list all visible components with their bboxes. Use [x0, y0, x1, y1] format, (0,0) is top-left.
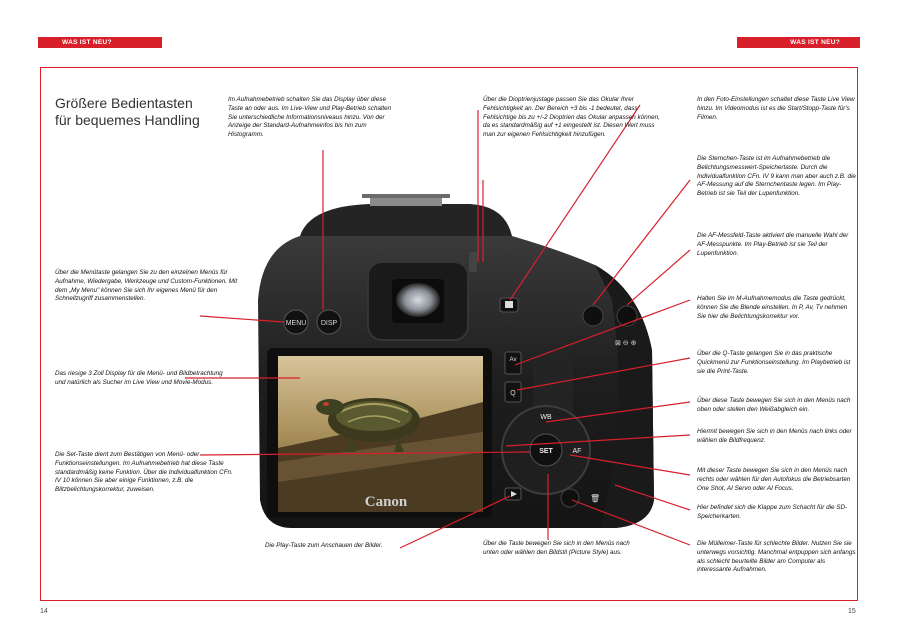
- caption-af-point-button: Die AF-Messfeld-Taste aktiviert die manuelle Wahl der AF-Messpunkte. Im Play-Betrieb ist sie Teil der Lupenfunktion.: [697, 232, 849, 257]
- caption-wb-button: Über diese Taste bewegen Sie sich in den Menüs nach oben oder stellen den Weißabgleich ein.: [697, 397, 851, 413]
- wb-label: WB: [540, 414, 552, 421]
- av-button-label: Av: [509, 357, 517, 363]
- page-title-line-1: Größere Bedientasten: [55, 95, 193, 111]
- page-number-right: 15: [848, 608, 856, 615]
- star-button: [583, 306, 603, 326]
- magnify-icon: ⊠ ⊖ ⊕: [615, 340, 637, 347]
- diopter-wheel: [469, 252, 477, 272]
- prism-housing: [300, 204, 512, 236]
- caption-trash-button: Die Mülleimer-Taste für schlechte Bilder. Nutzen Sie sie unterwegs vorsichtig. Manchmal entpuppen sich anfangs als schlecht beurteilte Bilder am Computer als interessante Aufnahmen.: [697, 540, 856, 574]
- caption-av-button: Halten Sie im M-Aufnahmemodus die Taste gedrückt, können Sie die Blende einstellen. In P, Av, Tv nehmen Sie hier die Belichtungskorrektur vor.: [697, 295, 848, 320]
- caption-down-button: Über die Taste bewegen Sie sich in den Menüs nach unten oder wählen den Bildstil (Picture Style) aus.: [483, 540, 630, 556]
- section-tab-left: WAS IST NEU?: [38, 37, 162, 48]
- caption-right-button: Mit dieser Taste bewegen Sie sich in den Menüs nach rechts oder wählen für den Autofokus die Betriebsarten One Shot, AI Servo oder AI Focus.: [697, 467, 851, 492]
- q-button-label: Q: [510, 390, 516, 397]
- menu-button-label: MENU: [285, 320, 307, 327]
- caption-set-button: Die Set-Taste dient zum Bestätigen von Menü- oder Funktionseinstellungen. Im Aufnahmebetrieb hat diese Taste standardmäßig keine Funktion. Über die Individualfunktion CFn. IV 10 können Sie aber einige Funktionen, z.B. die Blitzbelichtungskorrektur, zuweisen.: [55, 451, 233, 494]
- caption-sd-slot: Hier befindet sich die Klappe zum Schacht für die SD-Speicherkarten.: [697, 504, 848, 520]
- trash-button: [561, 489, 579, 507]
- caption-q-button: Über die Q-Taste gelangen Sie in das praktische Quickmenü zur Funktionseinstellung. Im Playbetrieb ist sie die Print-Taste.: [697, 350, 851, 375]
- trash-icon: 🗑: [590, 494, 601, 503]
- caption-diopter: Über die Dioptrienjustage passen Sie das Okular Ihrer Fehlsichtigkeit an. Der Bereich +3 bis -1 bedeutet, dass Fehlsichtige bis zu +/-2 Dioptrien das Okular anpassen können, da es standardmäßig auf +1 eingestellt ist. Diesen Wert muss man zur eigenen Fehlsichtigkeit hinzufügen.: [483, 96, 660, 139]
- section-tab-right: WAS IST NEU?: [737, 37, 860, 48]
- canon-logo: Canon: [364, 494, 408, 510]
- caption-live-view: In den Foto-Einstellungen schaltet diese Taste Live View hinzu. Im Videomodus ist es die Start/Stopp-Taste für's Filmen.: [697, 96, 855, 121]
- set-button-label: SET: [539, 448, 553, 455]
- caption-display-toggle: Im Aufnahmebetrieb schalten Sie das Display über diese Taste an oder aus. Im Live-View und Play-Betrieb schalten Sie unterschiedliche Informationsniveaus hinzu. Von der Anzeige der Standard-Aufnahmeinfos bis hin zum Histogramm.: [228, 96, 392, 139]
- caption-play-button: Die Play-Taste zum Anschauen der Bilder.: [265, 542, 383, 549]
- caption-menu-button: Über die Menütaste gelangen Sie zu den einzelnen Menüs für Aufnahme, Wiedergabe, Werkzeuge und Custom-Funktionen. Mit dem „My Menu" können Sie sich Ihr eigenes Menü für den Schnellzugriff zusammenstellen.: [55, 269, 238, 303]
- caption-left-button: Hiermit bewegen Sie sich in den Menüs nach links oder wählen die Bildfrequenz.: [697, 428, 852, 444]
- av-button: [505, 352, 521, 374]
- page-title-line-2: für bequemes Handling: [55, 112, 200, 128]
- disp-button-label: DISP: [320, 320, 338, 327]
- af-label: AF: [572, 448, 582, 455]
- eyepiece-lens: [396, 283, 440, 317]
- caption-lcd-display: Das riesige 3 Zoll Display für die Menü- und Bildbetrachtung und natürlich als Sucher im Live View und Movie-Modus.: [55, 370, 223, 386]
- page-number-left: 14: [40, 608, 48, 615]
- caption-star-button: Die Sternchen-Taste ist im Aufnahmebetrieb die Belichtungsmesswert-Speichertaste. Durch die Individualfunktion CFn. IV 9 kann man aber auch z.B. die AF-Messung auf die Sternchentaste legen. Im Play-Betrieb ist sie Teil der Lupenfunktion.: [697, 155, 856, 198]
